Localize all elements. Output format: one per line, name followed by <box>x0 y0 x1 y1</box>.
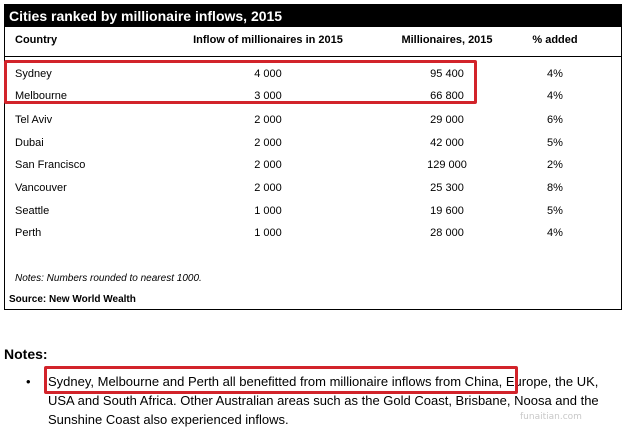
cell-millionaires: 95 400 <box>430 68 464 80</box>
table-row <box>5 177 621 199</box>
table-row <box>5 200 621 222</box>
cell-inflow: 2 000 <box>254 137 282 149</box>
cell-inflow: 1 000 <box>254 205 282 217</box>
cell-millionaires: 28 000 <box>430 227 464 239</box>
notes-bullet-text: Sydney, Melbourne and Perth all benefitted from millionaire inflows from China, Europe, the UK, USA and South Africa. Other Australian areas such as the Gold Coast, Brisbane, Noosa and the Sunshine Coast also experienced inflows. <box>48 374 599 427</box>
table-source: Source: New World Wealth <box>9 294 136 305</box>
header-millionaires: Millionaires, 2015 <box>401 34 493 46</box>
table-note: Notes: Numbers rounded to nearest 1000. <box>15 273 202 284</box>
ranking-table <box>4 4 622 310</box>
cell-inflow: 2 000 <box>254 159 282 171</box>
cell-millionaires: 25 300 <box>430 182 464 194</box>
header-inflow: Inflow of millionaires in 2015 <box>193 34 343 46</box>
cell-country: Perth <box>15 227 42 239</box>
cell-millionaires: 129 000 <box>427 159 467 171</box>
notes-heading: Notes: <box>4 346 48 362</box>
cell-country: Vancouver <box>15 182 67 194</box>
highlight-box-bullet <box>44 366 518 394</box>
cell-country: Tel Aviv <box>15 114 53 126</box>
table-header-row <box>5 29 621 57</box>
cell-pct-added: 4% <box>547 68 563 80</box>
header-pct-added: % added <box>532 34 578 46</box>
table-title: Cities ranked by millionaire inflows, 2015 <box>5 5 621 27</box>
cell-pct-added: 5% <box>547 205 563 217</box>
cell-inflow: 1 000 <box>254 227 282 239</box>
cell-pct-added: 2% <box>547 159 563 171</box>
cell-country: Sydney <box>15 68 52 80</box>
cell-pct-added: 4% <box>547 227 563 239</box>
table-row <box>5 132 621 154</box>
cell-inflow: 2 000 <box>254 114 282 126</box>
cell-millionaires: 66 800 <box>430 90 464 102</box>
cell-pct-added: 6% <box>547 114 563 126</box>
cell-country: Melbourne <box>15 90 67 102</box>
cell-inflow: 4 000 <box>254 68 282 80</box>
watermark-text: funaitian.com <box>520 412 582 422</box>
cell-inflow: 3 000 <box>254 90 282 102</box>
cell-millionaires: 29 000 <box>430 114 464 126</box>
highlight-box-top-rows <box>4 60 477 104</box>
cell-inflow: 2 000 <box>254 182 282 194</box>
cell-country: Dubai <box>15 137 44 149</box>
cell-country: San Francisco <box>15 159 86 171</box>
cell-country: Seattle <box>15 205 50 217</box>
table-row <box>5 222 621 244</box>
header-country: Country <box>15 34 58 46</box>
cell-millionaires: 42 000 <box>430 137 464 149</box>
cell-pct-added: 4% <box>547 90 563 102</box>
cell-pct-added: 5% <box>547 137 563 149</box>
table-row <box>5 154 621 176</box>
table-row <box>5 109 621 131</box>
bullet-dot-icon: • <box>26 374 31 389</box>
cell-millionaires: 19 600 <box>430 205 464 217</box>
cell-pct-added: 8% <box>547 182 563 194</box>
